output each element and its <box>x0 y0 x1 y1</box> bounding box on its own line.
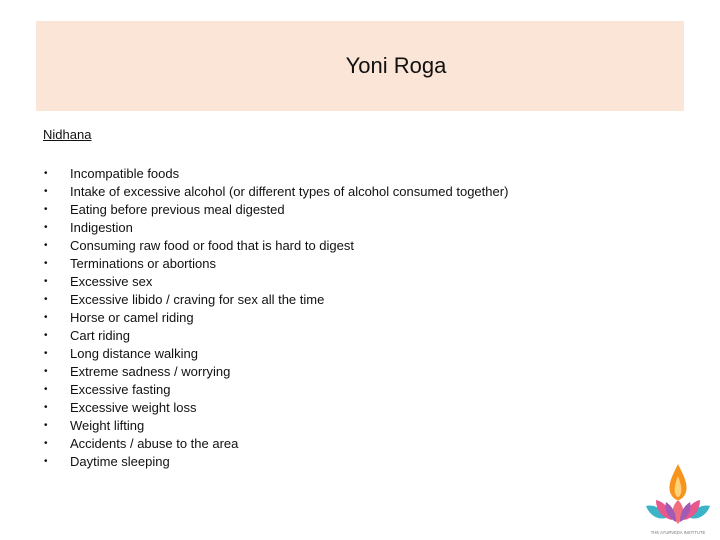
list-item <box>44 326 508 344</box>
bullet-dot: • <box>44 167 48 179</box>
list-item-text: Excessive weight loss <box>70 399 197 415</box>
list-item <box>44 254 508 272</box>
list-item <box>44 182 508 200</box>
bullet-dot: • <box>44 347 48 359</box>
list-item-text: Excessive sex <box>70 273 153 289</box>
list-item <box>44 452 508 470</box>
bullet-dot: • <box>44 239 48 251</box>
list-item-text: Intake of excessive alcohol (or different types of alcohol consumed together) <box>70 183 509 199</box>
bullet-dot: • <box>44 203 48 215</box>
diya-lotus-logo-icon <box>640 462 716 538</box>
title-bar <box>36 21 684 111</box>
list-item-text: Cart riding <box>70 327 130 343</box>
list-item <box>44 218 508 236</box>
list-item-text: Extreme sadness / worrying <box>70 363 231 379</box>
list-item <box>44 308 508 326</box>
list-item <box>44 434 508 452</box>
list-item-text: Incompatible foods <box>70 165 180 181</box>
bullet-dot: • <box>44 365 48 377</box>
list-item-text: Excessive fasting <box>70 381 171 397</box>
bullet-dot: • <box>44 383 48 395</box>
bullet-list <box>44 164 508 470</box>
bullet-dot: • <box>44 185 48 197</box>
bullet-dot: • <box>44 437 48 449</box>
list-item-text: Daytime sleeping <box>70 453 170 469</box>
list-item-text: Indigestion <box>70 219 133 235</box>
bullet-dot: • <box>44 257 48 269</box>
bullet-dot: • <box>44 275 48 287</box>
list-item-text: Horse or camel riding <box>70 309 194 325</box>
list-item-text: Weight lifting <box>70 417 145 433</box>
list-item <box>44 398 508 416</box>
list-item-text: Eating before previous meal digested <box>70 201 285 217</box>
list-item <box>44 344 508 362</box>
list-item-text: Accidents / abuse to the area <box>70 435 239 451</box>
bullet-dot: • <box>44 293 48 305</box>
list-item <box>44 416 508 434</box>
list-item <box>44 236 508 254</box>
list-item <box>44 380 508 398</box>
list-item-text: Long distance walking <box>70 345 198 361</box>
list-item <box>44 272 508 290</box>
bullet-dot: • <box>44 401 48 413</box>
section-heading: Nidhana <box>43 127 92 142</box>
list-item-text: Excessive libido / craving for sex all the time <box>70 291 325 307</box>
list-item <box>44 164 508 182</box>
bullet-dot: • <box>44 419 48 431</box>
list-item-text: Terminations or abortions <box>70 255 216 271</box>
list-item-text: Consuming raw food or food that is hard to digest <box>70 237 354 253</box>
list-item <box>44 200 508 218</box>
list-item <box>44 290 508 308</box>
bullet-dot: • <box>44 455 48 467</box>
slide-title: Yoni Roga <box>345 53 447 78</box>
logo-caption: THE AYURVEDA INSTITUTE <box>650 530 706 535</box>
bullet-dot: • <box>44 311 48 323</box>
bullet-dot: • <box>44 329 48 341</box>
list-item <box>44 362 508 380</box>
bullet-dot: • <box>44 221 48 233</box>
